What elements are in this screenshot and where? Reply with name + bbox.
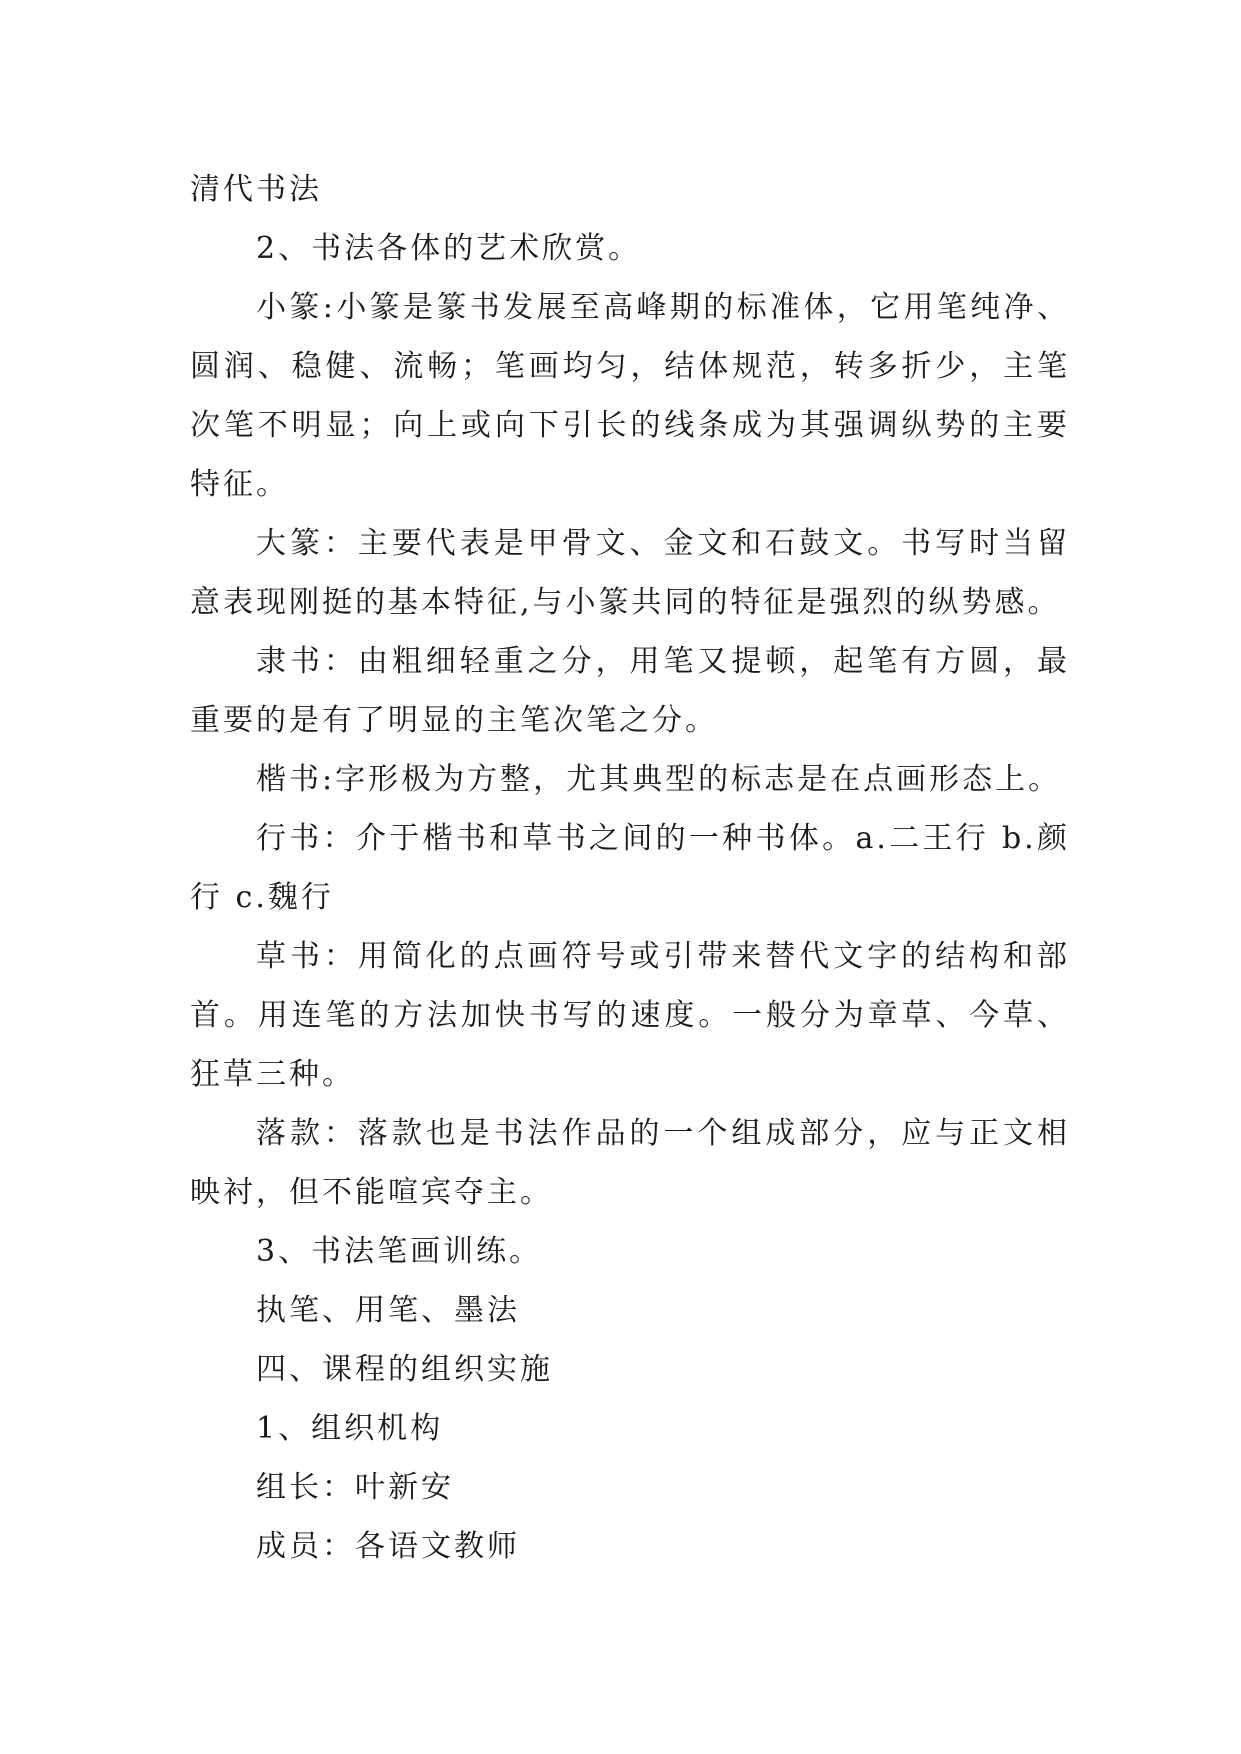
paragraph-heading-organization: 1、组织机构: [256, 1411, 444, 1446]
paragraph-group-leader: 组长：叶新安: [256, 1470, 454, 1505]
paragraph-inscription: 落款：落款也是书法作品的一个组成部分，应与正文相映衬，但不能喧宾夺主。: [190, 1116, 1070, 1210]
paragraph-heading-art-appreciation: 2、书法各体的艺术欣赏。: [256, 231, 642, 266]
paragraph-cursive-script: 草书：用简化的点画符号或引带来替代文字的结构和部首。用连笔的方法加快书写的速度。一般分为章草、今草、狂草三种。: [190, 939, 1070, 1092]
paragraph-small-seal: 小篆:小篆是篆书发展至高峰期的标准体，它用笔纯净、圆润、稳健、流畅；笔画均匀，结体规范，转多折少，主笔次笔不明显；向上或向下引长的线条成为其强调纵势的主要特征。: [190, 290, 1070, 502]
document-body: [190, 160, 1070, 1576]
paragraph-regular-script: 楷书:字形极为方整，尤其典型的标志是在点画形态上。: [256, 762, 1062, 797]
paragraph-brush-techniques: 执笔、用笔、墨法: [256, 1293, 520, 1328]
paragraph-heading-implementation: 四、课程的组织实施: [256, 1352, 553, 1387]
paragraph-section-title: 清代书法: [190, 172, 322, 207]
paragraph-large-seal: 大篆：主要代表是甲骨文、金文和石鼓文。书写时当留意表现刚挺的基本特征,与小篆共同的特征是强烈的纵势感。: [190, 526, 1070, 620]
paragraph-running-script: 行书：介于楷书和草书之间的一种书体。a.二王行 b.颜行 c.魏行: [190, 821, 1070, 915]
paragraph-members: 成员：各语文教师: [256, 1529, 520, 1564]
paragraph-clerical-script: 隶书：由粗细轻重之分，用笔又提顿，起笔有方圆，最重要的是有了明显的主笔次笔之分。: [190, 644, 1070, 738]
paragraph-heading-stroke-training: 3、书法笔画训练。: [256, 1234, 543, 1269]
